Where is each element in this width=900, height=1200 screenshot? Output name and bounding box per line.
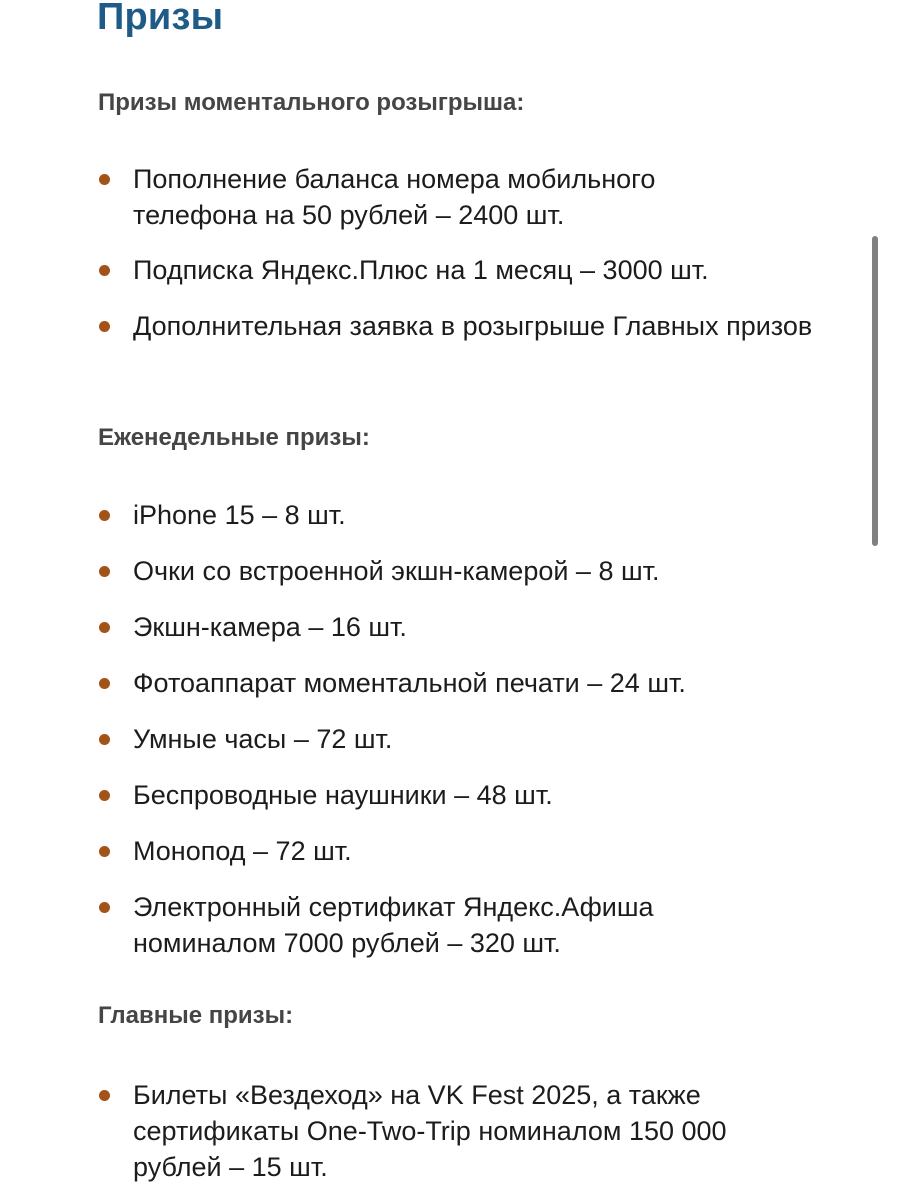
- bullet-icon: [99, 566, 110, 577]
- list-item: [0, 497, 820, 533]
- section-heading-main-prizes: Главные призы:: [98, 1002, 294, 1029]
- list-item-text: Фотоаппарат моментальной печати – 24 шт.: [133, 668, 686, 698]
- list-item: [0, 553, 820, 589]
- bullet-icon: [99, 734, 110, 745]
- list-item-text: Билеты «Вездеход» на VK Fest 2025, а также сертификаты One-Two-Trip номиналом 150 000 рублей – 15 шт.: [133, 1080, 727, 1182]
- list-item: [0, 777, 820, 813]
- list-item: [0, 252, 820, 288]
- main-prizes-list: [0, 1077, 820, 1185]
- section-heading-instant-prizes: Призы моментального розыгрыша:: [98, 89, 525, 116]
- list-item: [0, 308, 813, 344]
- bullet-icon: [99, 510, 110, 521]
- instant-prizes-list: [0, 161, 820, 344]
- list-item-text: Экшн-камера – 16 шт.: [133, 612, 407, 642]
- list-item-text: Дополнительная заявка в розыгрыше Главных призов: [133, 311, 813, 341]
- bullet-icon: [99, 1090, 110, 1101]
- list-item-text: Умные часы – 72 шт.: [133, 724, 393, 754]
- list-item-text: Электронный сертификат Яндекс.Афиша номиналом 7000 рублей – 320 шт.: [133, 892, 654, 958]
- list-item: [0, 665, 820, 701]
- list-item: [0, 609, 820, 645]
- weekly-prizes-list: [0, 497, 820, 961]
- list-item-text: iPhone 15 – 8 шт.: [133, 500, 346, 530]
- list-item-text: Пополнение баланса номера мобильного телефона на 50 рублей – 2400 шт.: [133, 164, 656, 230]
- list-item: [0, 833, 820, 869]
- bullet-icon: [99, 174, 110, 185]
- vertical-scrollbar[interactable]: [872, 236, 878, 546]
- list-item: [0, 1077, 793, 1185]
- bullet-icon: [99, 321, 110, 332]
- list-item-text: Очки со встроенной экшн-камерой – 8 шт.: [133, 556, 660, 586]
- list-item-text: Подписка Яндекс.Плюс на 1 месяц – 3000 шт.: [133, 255, 709, 285]
- section-heading-weekly-prizes: Еженедельные призы:: [98, 424, 370, 451]
- page-title: Призы: [97, 0, 224, 38]
- list-item: [0, 721, 820, 757]
- bullet-icon: [99, 846, 110, 857]
- bullet-icon: [99, 265, 110, 276]
- bullet-icon: [99, 678, 110, 689]
- bullet-icon: [99, 902, 110, 913]
- bullet-icon: [99, 790, 110, 801]
- list-item: [0, 161, 733, 233]
- bullet-icon: [99, 622, 110, 633]
- list-item-text: Монопод – 72 шт.: [133, 836, 352, 866]
- list-item-text: Беспроводные наушники – 48 шт.: [133, 780, 553, 810]
- list-item: [0, 889, 743, 961]
